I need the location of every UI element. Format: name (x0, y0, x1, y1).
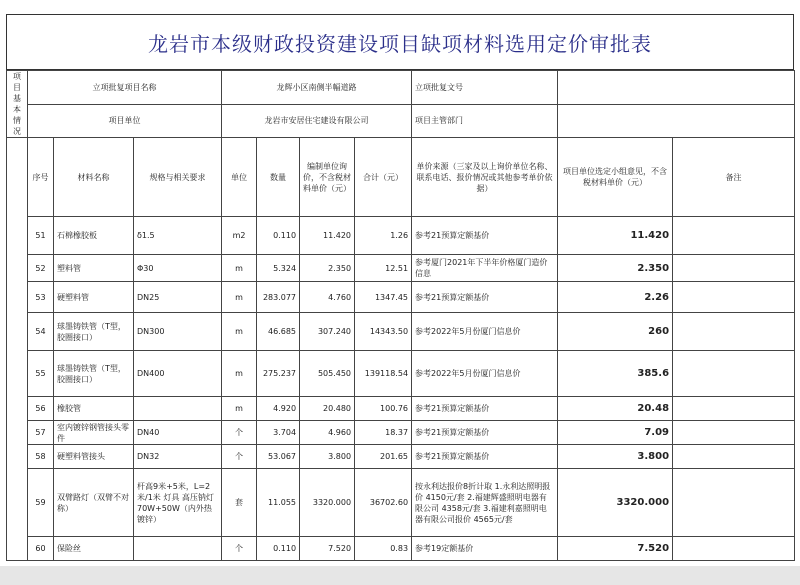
material-name: 球墨铸铁管（T型，胶圈接口） (54, 351, 134, 397)
selected-price: 260 (558, 313, 673, 351)
table-header (7, 138, 795, 217)
unit: m (222, 313, 257, 351)
price-source: 参考21预算定额基价 (412, 421, 558, 445)
price-source: 参考2022年5月份厦门信息价 (412, 313, 558, 351)
total: 100.76 (355, 397, 412, 421)
quantity: 3.704 (257, 421, 300, 445)
price-source: 参考21预算定额基价 (412, 282, 558, 313)
table-row (7, 255, 795, 282)
quantity: 46.685 (257, 313, 300, 351)
row-no: 60 (28, 537, 54, 561)
unit-price: 3320.000 (300, 469, 355, 537)
dept-label: 项目主管部门 (412, 104, 558, 138)
note (673, 421, 795, 445)
note (673, 217, 795, 255)
unit: 个 (222, 421, 257, 445)
note (673, 351, 795, 397)
side-label: 项目 基本 情况 (7, 71, 28, 138)
spec: Φ30 (134, 255, 222, 282)
table-row (7, 351, 795, 397)
note (673, 255, 795, 282)
header-price: 编制单位询价，不含税材料单价（元） (300, 138, 355, 217)
info-row-project (7, 71, 795, 105)
spec: DN32 (134, 445, 222, 469)
table-row (7, 217, 795, 255)
dept-value (558, 104, 795, 138)
row-no: 51 (28, 217, 54, 255)
selected-price: 385.6 (558, 351, 673, 397)
spec: DN400 (134, 351, 222, 397)
selected-price: 3.800 (558, 445, 673, 469)
unit: 个 (222, 537, 257, 561)
selected-price: 3320.000 (558, 469, 673, 537)
table-row (7, 537, 795, 561)
approval-doc (558, 71, 795, 105)
unit-price: 11.420 (300, 217, 355, 255)
quantity: 0.110 (257, 537, 300, 561)
spec: DN300 (134, 313, 222, 351)
unit-price: 20.480 (300, 397, 355, 421)
spec (134, 537, 222, 561)
material-name: 石棉橡胶板 (54, 217, 134, 255)
total: 139118.54 (355, 351, 412, 397)
unit-label: 项目单位 (28, 104, 222, 138)
unit-price: 505.450 (300, 351, 355, 397)
selected-price: 7.09 (558, 421, 673, 445)
note (673, 313, 795, 351)
total: 18.37 (355, 421, 412, 445)
table-row (7, 445, 795, 469)
unit: m (222, 351, 257, 397)
price-source: 参考21预算定额基价 (412, 217, 558, 255)
header-group-price: 项目单位选定小组意见，不含税材料单价（元） (558, 138, 673, 217)
footer-bar (0, 566, 800, 585)
quantity: 0.110 (257, 217, 300, 255)
spec (134, 397, 222, 421)
quantity: 283.077 (257, 282, 300, 313)
row-no: 56 (28, 397, 54, 421)
material-name: 保险丝 (54, 537, 134, 561)
table-row (7, 282, 795, 313)
total: 201.65 (355, 445, 412, 469)
unit: m (222, 282, 257, 313)
row-no: 59 (28, 469, 54, 537)
quantity: 5.324 (257, 255, 300, 282)
unit: m (222, 255, 257, 282)
total: 36702.60 (355, 469, 412, 537)
page-title: 龙岩市本级财政投资建设项目缺项材料选用定价审批表 (6, 14, 794, 70)
material-name: 室内镀锌钢管接头零件 (54, 421, 134, 445)
header-note: 备注 (673, 138, 795, 217)
spec: δ1.5 (134, 217, 222, 255)
header-qty: 数量 (257, 138, 300, 217)
row-no: 53 (28, 282, 54, 313)
unit: m2 (222, 217, 257, 255)
spec: 杆高9米+5米，L=2米/1米 灯具 高压钠灯70W+50W（内外热镀锌） (134, 469, 222, 537)
row-no: 58 (28, 445, 54, 469)
material-name: 双臂路灯（双臂不对称） (54, 469, 134, 537)
table-row (7, 469, 795, 537)
material-name: 硬塑料管 (54, 282, 134, 313)
selected-price: 7.520 (558, 537, 673, 561)
project-name: 龙辉小区南侧半幅道路 (222, 71, 412, 105)
material-name: 硬塑料管接头 (54, 445, 134, 469)
material-name: 球墨铸铁管（T型，胶圈接口） (54, 313, 134, 351)
unit: m (222, 397, 257, 421)
material-name: 塑料管 (54, 255, 134, 282)
total: 1347.45 (355, 282, 412, 313)
price-source: 参考19定额基价 (412, 537, 558, 561)
note (673, 469, 795, 537)
selected-price: 11.420 (558, 217, 673, 255)
price-source: 参考21预算定额基价 (412, 445, 558, 469)
unit: 套 (222, 469, 257, 537)
total: 0.83 (355, 537, 412, 561)
unit-price: 3.800 (300, 445, 355, 469)
table-row (7, 313, 795, 351)
quantity: 4.920 (257, 397, 300, 421)
row-no: 52 (28, 255, 54, 282)
row-no: 54 (28, 313, 54, 351)
side-blank (7, 138, 28, 561)
total: 12.51 (355, 255, 412, 282)
header-spec: 规格与相关要求 (134, 138, 222, 217)
selected-price: 2.26 (558, 282, 673, 313)
selected-price: 2.350 (558, 255, 673, 282)
quantity: 53.067 (257, 445, 300, 469)
unit-price: 4.960 (300, 421, 355, 445)
note (673, 445, 795, 469)
header-total: 合计（元） (355, 138, 412, 217)
price-source: 参考2022年5月份厦门信息价 (412, 351, 558, 397)
header-no: 序号 (28, 138, 54, 217)
approval-doc-label: 立项批复文号 (412, 71, 558, 105)
approval-sheet (6, 14, 794, 585)
note (673, 397, 795, 421)
project-name-label: 立项批复项目名称 (28, 71, 222, 105)
price-source: 参考21预算定额基价 (412, 397, 558, 421)
total: 14343.50 (355, 313, 412, 351)
total: 1.26 (355, 217, 412, 255)
selected-price: 20.48 (558, 397, 673, 421)
note (673, 282, 795, 313)
material-name: 橡胶管 (54, 397, 134, 421)
project-unit: 龙岩市安居住宅建设有限公司 (222, 104, 412, 138)
table-row (7, 421, 795, 445)
spec: DN25 (134, 282, 222, 313)
unit: 个 (222, 445, 257, 469)
row-no: 55 (28, 351, 54, 397)
quantity: 275.237 (257, 351, 300, 397)
spec: DN40 (134, 421, 222, 445)
price-source: 按永利达报价8折计取 1.永利达照明报价 4150元/套 2.福建辉盛照明电器有限公司 4358元/套 3.福建利嘉照明电器有限公司报价 4565元/套 (412, 469, 558, 537)
price-source: 参考厦门2021年下半年价格厦门造价信息 (412, 255, 558, 282)
header-unit: 单位 (222, 138, 257, 217)
unit-price: 2.350 (300, 255, 355, 282)
unit-price: 307.240 (300, 313, 355, 351)
info-row-unit (7, 104, 795, 138)
note (673, 537, 795, 561)
quantity: 11.055 (257, 469, 300, 537)
unit-price: 7.520 (300, 537, 355, 561)
header-source: 单价来源（三家及以上询价单位名称、联系电话、报价情况或其他参考单价依据） (412, 138, 558, 217)
unit-price: 4.760 (300, 282, 355, 313)
row-no: 57 (28, 421, 54, 445)
header-name: 材料名称 (54, 138, 134, 217)
table-row (7, 397, 795, 421)
material-table (6, 70, 795, 561)
